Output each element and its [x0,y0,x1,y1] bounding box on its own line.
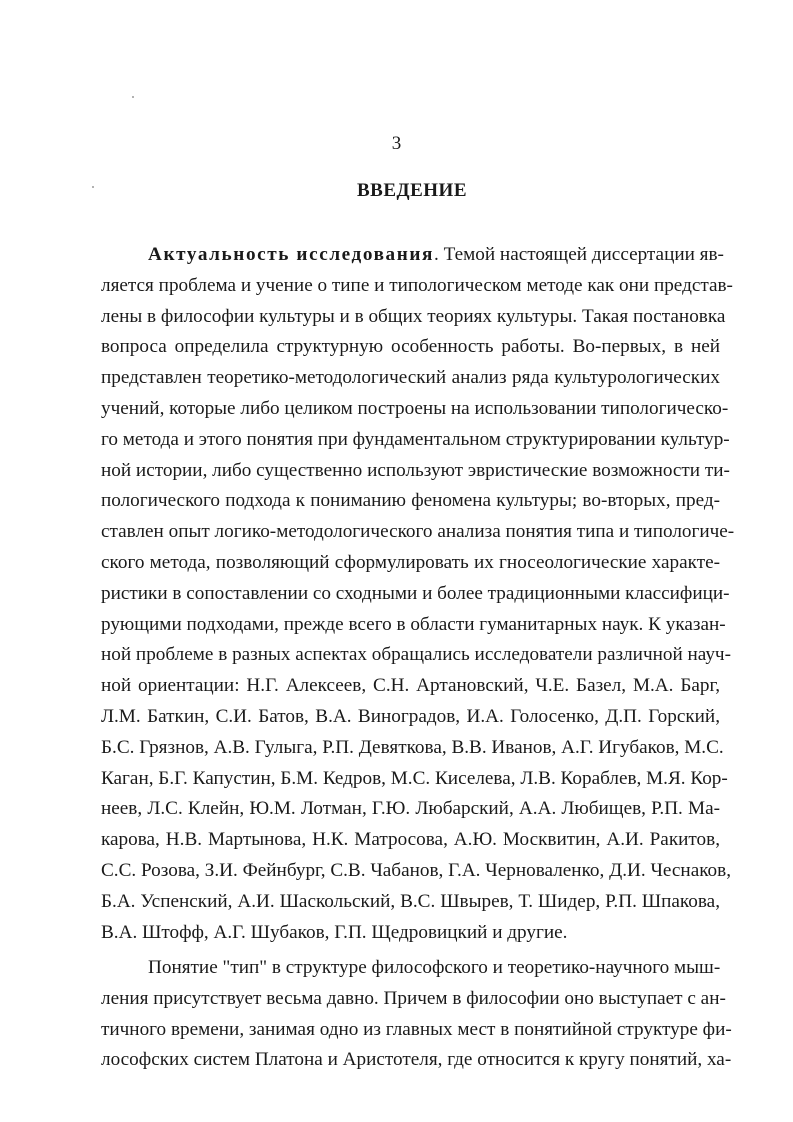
text-line: тичного времени, занимая одно из главных мест в понятийной структуре фи- [101,1018,732,1040]
text-line: ной ориентации: Н.Г. Алексеев, С.Н. Артановский, Ч.Е. Базел, М.А. Барг, [101,675,720,697]
lead-term: Актуальность исследования [148,244,435,265]
text-line: ления присутствует весьма давно. Причем в философии оно выступает с ан- [101,987,726,1009]
text-line: ристики в сопоставлении со сходными и более традиционными классифици- [101,582,730,604]
text-line: пологического подхода к пониманию феномена культуры; во-вторых, пред- [101,490,720,512]
paragraph-type-concept [101,953,732,1076]
text-line: неев, Л.С. Клейн, Ю.М. Лотман, Г.Ю. Любарский, А.А. Любищев, Р.П. Ма- [101,798,720,820]
page-number: 3 [391,133,402,154]
text-line: карова, Н.В. Мартынова, Н.К. Матросова, А.Ю. Москвитин, А.И. Ракитов, [101,829,720,851]
scan-speck [132,96,134,98]
lead-rest: . Темой настоящей диссертации яв- [434,244,724,265]
text-line: ставлен опыт логико-методологического анализа понятия типа и типологиче- [101,521,735,543]
paragraph-relevance [101,240,735,948]
text-line: Б.А. Успенский, А.И. Шаскольский, В.С. Швырев, Т. Шидер, Р.П. Шпакова, [101,890,720,912]
text-line: го метода и этого понятия при фундаментальном структурировании культур- [101,428,730,450]
text-line: ной истории, либо существенно используют эвристические возможности ти- [101,459,730,481]
text-line: Б.С. Грязнов, А.В. Гулыга, Р.П. Девяткова, В.В. Иванов, А.Г. Игубаков, М.С. [101,736,724,758]
text-line: вопроса определила структурную особенность работы. Во-первых, в ней [101,336,720,358]
text-line: лены в философии культуры и в общих теориях культуры. Такая постановка [101,305,726,327]
text-line: ляется проблема и учение о типе и типологическом методе как они представ- [101,274,733,296]
text-line: С.С. Розова, З.И. Фейнбург, С.В. Чабанов, Г.А. Черноваленко, Д.И. Чеснаков, [101,859,732,881]
text-line: учений, которые либо целиком построены на использовании типологическо- [101,397,729,419]
text-line: ского метода, позволяющий сформулировать их гносеологические характе- [101,551,720,573]
section-heading: ВВЕДЕНИЕ [357,180,467,201]
text-line: Понятие "тип" в структуре философского и теоретико-научного мыш- [148,957,721,978]
text-line: В.А. Штофф, А.Г. Шубаков, Г.П. Щедровицкий и другие. [101,921,568,943]
text-line: ной проблеме в разных аспектах обращались исследователи различной науч- [101,644,731,666]
text-line: представлен теоретико-методологический анализ ряда культурологических [101,367,720,389]
text-line: Л.М. Баткин, С.И. Батов, В.А. Виноградов, И.А. Голосенко, Д.П. Горский, [101,705,720,727]
text-line: Каган, Б.Г. Капустин, Б.М. Кедров, М.С. Киселева, Л.В. Кораблев, М.Я. Кор- [101,767,728,789]
text-line [101,240,724,271]
text-line: рующими подходами, прежде всего в области гуманитарных наук. К указан- [101,613,726,635]
text-line: лософских систем Платона и Аристотеля, где относится к кругу понятий, ха- [101,1049,732,1071]
